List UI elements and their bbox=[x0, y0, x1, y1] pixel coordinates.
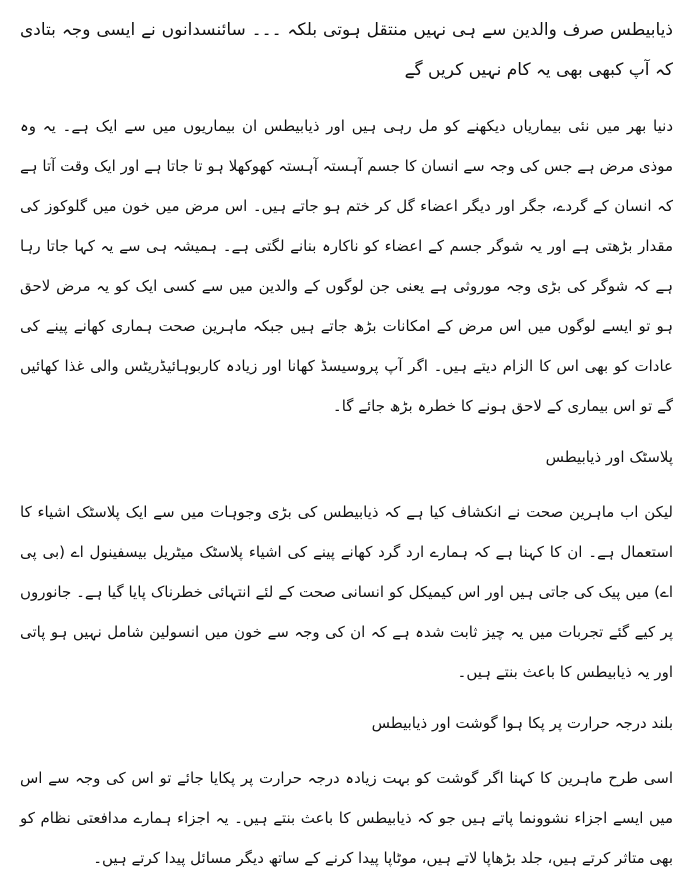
subheading-meat: بلند درجہ حرارت پر پکا ہوا گوشت اور ذیابیطس bbox=[371, 714, 673, 732]
paragraph-meat: اسی طرح ماہرین کا کہنا اگر گوشت کو بہت زیادہ درجہ حرارت پر پکایا جائے تو اس کی وجہ سے اس میں ایسے اجزاء نشوونما پاتے ہیں جو کہ ذیابیطس کا باعث بنتے ہیں۔ یہ اجزاء ہمارے مدافعتی نظام کو بھی متاثر کرتے ہیں، جلد بڑھاپا لاتے ہیں، موٹاپا پیدا کرنے کے ساتھ دیگر مسائل پیدا کرتے ہیں۔ bbox=[20, 769, 673, 867]
paragraph-intro: دنیا بھر میں نئی بیماریاں دیکھنے کو مل رہی ہیں اور ذیابیطس ان بیماریوں میں سے ایک ہے۔ یہ وہ موذی مرض ہے جس کی وجہ سے انسان کا جسم آہستہ آہستہ کھوکھلا ہو تا جاتا ہے اور ایک وقت آتا ہے کہ انسان کے گردے، جگر اور دیگر اعضاء گل کر ختم ہو جاتے ہیں۔ اس مرض میں خون میں گلوکوز کی مقدار بڑھتی ہے اور یہ شوگر جسم کے اعضاء کو ناکارہ بنانے لگتی ہے۔ ہمیشہ ہی سے یہ کہا جاتا رہا ہے کہ شوگر کی بڑی وجہ موروثی ہے یعنی جن لوگوں کے والدین میں سے کسی ایک کو یہ مرض لاحق ہو تو ایسے لوگوں میں اس مرض کے امکانات بڑھ جاتے ہیں جبکہ ماہرین صحت ہماری کھانے پینے کی عادات کو بھی اس کا الزام دیتے ہیں۔ اگر آپ پروسیسڈ کھانا اور زیادہ کاربوہائیڈریٹس والی غذا کھائیں گے تو اس بیماری کے لاحق ہونے کا خطرہ بڑھ جائے گا۔ bbox=[20, 117, 673, 415]
subheading-plastic: پلاسٹک اور ذیابیطس bbox=[545, 448, 673, 466]
paragraph-plastic: لیکن اب ماہرین صحت نے انکشاف کیا ہے کہ ذیابیطس کی بڑی وجوہات میں سے ایک پلاسٹک اشیاء کا استعمال ہے۔ ان کا کہنا ہے کہ ہمارے ارد گرد کھانے پینے کی اشیاء پلاسٹک میٹریل بیسفینول اے (بی پی اے) میں پیک کی جاتی ہیں اور اس کیمیکل کو انسانی صحت کے لئے انتہائی خطرناک پایا گیا ہے۔ جانوروں پر کیے گئے تجربات میں یہ چیز ثابت شدہ ہے کہ ان کی وجہ سے خون میں انسولین شامل نہیں ہو پاتی اور یہ ذیابیطس کا باعث بنتے ہیں۔ bbox=[20, 503, 673, 681]
article-headline: ذیابیطس صرف والدین سے ہی نہیں منتقل ہوتی بلکہ ۔۔۔ سائنسدانوں نے ایسی وجہ بتادی کہ آپ کبھی بھی یہ کام نہیں کریں گے bbox=[20, 20, 673, 80]
